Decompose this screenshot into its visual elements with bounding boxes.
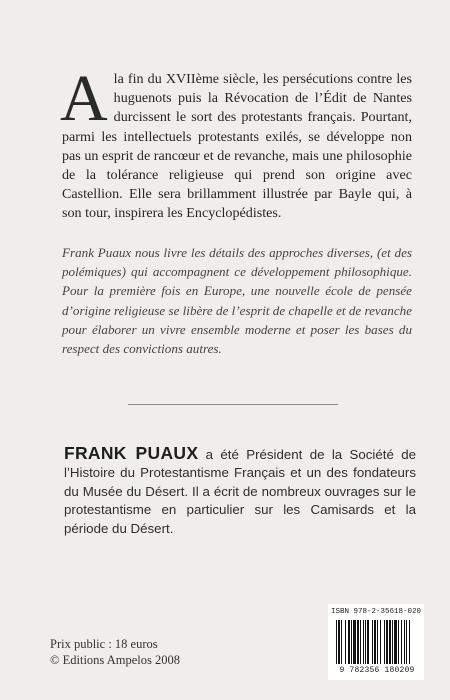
summary-paragraph: Frank Puaux nous livre les détails des approches diverses, (et des polémiques) qui accompagnent ce développement philosophique. Pour la première fois en Europe, une nouvelle école de pensée d’origine religieuse se libère de l’esprit de chapelle et de revanche pour élaborer un vivre ensemble moderne et poser les bases du respect des convictions autres. <box>62 245 412 357</box>
intro-text: la fin du XVIIème siècle, les persécutions contre les huguenots puis la Révocation de l’Édit de Nantes durcissent le sort des protestants français. Pourtant, parmi les intellectuels protestants exilés, se développe non pas un esprit de rancœur et de revanche, mais une philosophie de la tolérance religieuse qui prend son origine avec Castellion. Elle sera brillamment illustrée par Bayle qui, à son tour, inspirera les Encyclopédistes. <box>62 71 412 222</box>
author-bio-text: a été Président de la Société de l’Histoire du Protestantisme Français et un des fondateurs du Musée du Désert. Il a écrit de nombreux ouvrages sur le protestantisme en particulier sur les Camisards et la période du Désert. <box>64 447 416 536</box>
ean-digits: 9 782356 180209 <box>339 666 415 675</box>
author-name: FRANK PUAUX <box>64 443 199 463</box>
barcode-image <box>334 620 420 666</box>
drop-cap: A <box>60 62 108 135</box>
intro-paragraph <box>60 62 412 224</box>
price-label: Prix public : 18 euros <box>50 637 158 651</box>
isbn-label: ISBN 978-2-35618-020 <box>330 608 421 616</box>
author-bio <box>64 444 416 538</box>
publisher-copyright: © Editions Ampelos 2008 <box>50 652 180 667</box>
price-publisher <box>50 637 180 668</box>
divider-rule <box>128 404 338 405</box>
barcode-block <box>328 604 424 680</box>
